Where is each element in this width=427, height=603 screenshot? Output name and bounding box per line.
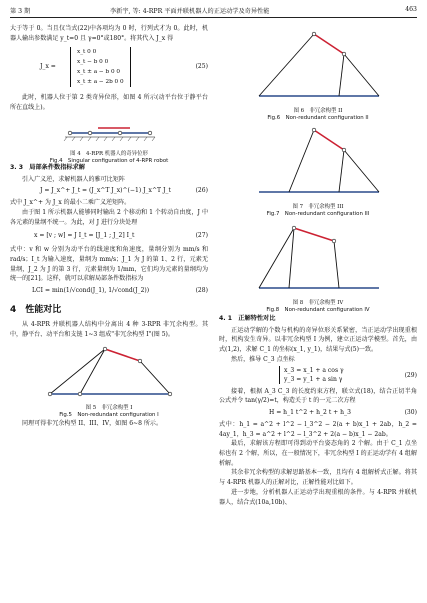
header-rule <box>10 17 417 18</box>
paragraph: 接着，根据 A_3 C_3 的长度约束方程，联立式(18)，结合正切半角公式并令 tan(γ/2)=t，构造关于 t 的一元二次方程 <box>219 387 417 405</box>
paragraph: 由于图 1 所示机器人能够同时输出 2 个移动和 1 个转动自由度，J 中各元素的量纲不统一。为此，对 J 进行分块处理 <box>10 208 208 226</box>
fig6-diagram <box>219 24 417 104</box>
fig6-caption: 图 6 非冗余构型 II <box>293 107 343 114</box>
matrix-label: J_x = <box>40 63 56 71</box>
equation-number: (25) <box>195 63 208 71</box>
equation-body <box>279 366 344 384</box>
paragraph: 式中：v 和 w 分别为动平台的线速度和角速度，量纲分别为 mm/s 和 rad/s；I_t 为输入速度，量纲为 mm/s；J_1 为 J 的第 1、2 行，元素无量纲，J_2 为 J 的第 3 行，元素量纲为 1/mm，它们均为元素的量纲均为统一的[21]。这样，就可以求解局部条件数指标为 <box>10 246 208 283</box>
equation-number: (30) <box>404 408 417 416</box>
matrix-row: x_t − b 0 0 <box>77 59 109 66</box>
figure-4 <box>10 113 208 164</box>
matrix-row: x_t 0 0 <box>77 49 97 56</box>
fig8-caption: 图 8 非冗余构型 IV <box>292 299 344 306</box>
fig4-caption: 图 4 4-RPR 机器人的奇异位形 <box>70 150 148 157</box>
equation-body: J = J_x^+ J_t = (J_x^T J_x)^(−1) J_x^T J_t <box>40 187 171 195</box>
fig7-caption-en: Fig.7 Non-redundant configuration III <box>266 210 370 217</box>
paragraph: 最后，求解该方程即可得到动平台姿态角的 2 个解。由于 C_1 点坐标也有 2 个解，所以，在一般情况下，非冗余构型 I 的正运动学有 4 组解析解。 <box>219 440 417 467</box>
paragraph: 然后，推导 C_3 点坐标 <box>231 355 295 363</box>
paragraph: 此时，机器人位于第 2 类奇异位形，如图 4 所示(动平台位于静平台所在直线上)。 <box>10 94 208 112</box>
fig5-diagram <box>10 339 208 401</box>
fig5-caption-en: Fig.5 Non-redundant configuration I <box>59 411 159 418</box>
equation-30 <box>219 406 417 420</box>
equation-number: (26) <box>195 187 208 195</box>
equation-25 <box>10 43 208 93</box>
matrix-row: x_t ± a − b 0 0 <box>77 69 120 76</box>
matrix-body <box>70 47 131 87</box>
matrix-row: x_t ± a − 2b 0 0 <box>77 79 124 86</box>
equation-number: (28) <box>195 287 208 295</box>
equation-number: (27) <box>195 232 208 240</box>
issue-number: 第 3 期 <box>10 8 31 15</box>
equation-26 <box>10 184 208 198</box>
paragraph: 式中：h_1 = a^2 + l^2 − l_3^2 − 2(a + b)x_1 + 2ab，h_2 = 4ay_1，h_3 = a^2 + l^2 − l_3^2 + 2(a − b)x_1 − 2ab。 <box>219 420 417 438</box>
paragraph: 大于等于 0。当且仅当式(22)中各项均为 0 时，行列式才为 0。此时，机器人输出参数满足 y_t=0 且 γ=0°或180°。将其代入 J_x 得 <box>10 25 208 42</box>
fig4-diagram <box>10 113 208 147</box>
fig7-diagram <box>219 120 417 200</box>
equation-number: (29) <box>404 371 417 379</box>
figure-5 <box>10 339 208 419</box>
section-heading: 4. 1 正解特性对比 <box>219 315 276 322</box>
figure-8 <box>219 216 417 312</box>
section-heading: 3. 3 局部条件数指标求解 <box>10 163 85 171</box>
section-heading: 4 性能对比 <box>10 305 62 316</box>
equation-28 <box>10 284 208 298</box>
paragraph: 式中 J_x^+ 为 J_x 的最小二乘广义逆矩阵。 <box>10 199 131 207</box>
paragraph: 引入广义逆，求解机器人的雅可比矩阵 <box>22 175 125 183</box>
figure-6 <box>219 24 417 120</box>
fig5-caption: 图 5 非冗余构型 I <box>85 404 133 411</box>
equation-body: x = [v ; w] = J I_t = [J_1 ; J_2] I_t <box>34 232 135 240</box>
right-column <box>219 24 417 507</box>
paragraph: 正运动学解的个数与机构的奇异位形关系紧密，当正运动学出现重根时，机构发生奇异。以非冗余构型 I 为例，建立正运动学模型。首先，由式(1,2)，求解 C_1 的坐标(x_1, y_1)，结果与式(5)一致。 <box>219 326 417 354</box>
running-title: 李新宇, 等: 4-RPR 平面并联机器人的正运动学及奇异性能 <box>110 8 270 15</box>
fig8-caption-en: Fig.8 Non-redundant configuration IV <box>266 306 370 313</box>
paragraph: 进一步地，分析机器人正运动学出现重根的条件。与 4-RPR 并联机器人，结合式(10a,10b)、 <box>219 488 417 506</box>
equation-body: LCI = min(1/√cond(J_1), 1/√cond(J_2)) <box>32 287 150 295</box>
paragraph: 从 4-RPR 并联机器人结构中分离出 4 种 3-RPR 非冗余构型。其中，静平台、动平台和支链 1~3 组成"非冗余构型 I"(图 5)。 <box>10 320 208 338</box>
fig8-diagram <box>219 216 417 296</box>
paragraph: 同理可得非冗余构型 II、III、IV，如图 6~8 所示。 <box>22 420 163 428</box>
page-number: 463 <box>405 6 417 13</box>
equation-27 <box>10 227 208 245</box>
equation-body: H = h_1 t^2 + h_2 t + h_3 <box>269 408 351 416</box>
paragraph: 其余非冗余构型的求解思路基本一致，且均有 4 组解析式正解。将其与 4-RPR 机器人的正解对比，正解性能对比如下。 <box>219 469 417 487</box>
equation-line: x_3 = x_1 + a cos γ <box>284 366 344 374</box>
fig4-caption-en: Fig.4 Singular configuration of 4-RPR robot <box>49 157 169 164</box>
fig6-caption-en: Fig.6 Non-redundant configuration II <box>267 114 369 121</box>
figure-7 <box>219 120 417 216</box>
equation-line: y_3 = y_1 + a sin γ <box>284 375 343 383</box>
left-column <box>10 24 208 429</box>
fig7-caption: 图 7 非冗余构型 III <box>292 203 344 210</box>
equation-29 <box>219 365 417 387</box>
